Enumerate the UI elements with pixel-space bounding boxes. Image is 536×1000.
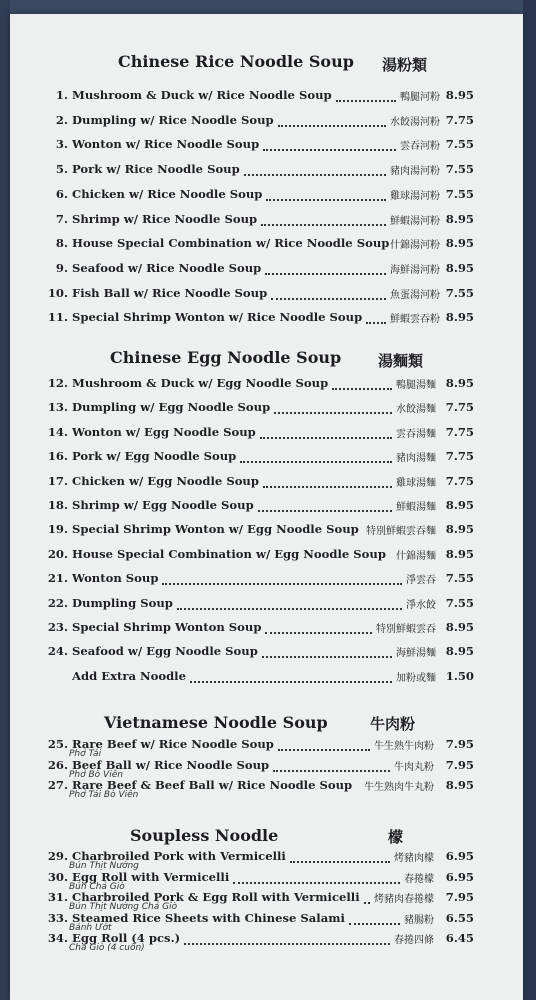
dotted-leader xyxy=(274,411,392,414)
menu-item xyxy=(46,869,474,892)
item-name: Special Shrimp Wonton w/ Rice Noodle Soup xyxy=(72,310,363,325)
item-chinese-name: 海鮮湯河粉 xyxy=(390,264,440,276)
dotted-leader xyxy=(177,607,402,610)
dotted-leader xyxy=(273,769,390,772)
dotted-leader xyxy=(278,124,386,127)
menu-item xyxy=(46,310,474,328)
item-name: Seafood w/ Egg Noodle Soup xyxy=(72,644,258,659)
item-price: 8.95 xyxy=(445,778,474,792)
section-title-chinese: 湯粉類 xyxy=(382,56,428,74)
item-name: Pork w/ Rice Noodle Soup xyxy=(72,162,240,177)
item-chinese-name: 豬肉湯麵 xyxy=(396,453,436,465)
item-vietnamese-name: Bún Thịt Nướng xyxy=(69,861,139,871)
item-chinese-name: 烤豬肉檬 xyxy=(394,853,434,864)
item-price: 7.95 xyxy=(445,890,474,904)
item-price: 8.95 xyxy=(445,236,474,251)
item-chinese-name: 雲吞湯麵 xyxy=(396,428,436,440)
item-name: Egg Roll with Vermicelli xyxy=(72,869,230,884)
item-chinese-name: 淨雲吞 xyxy=(406,575,436,587)
item-number: 18. xyxy=(47,498,68,512)
item-chinese-name: 雞球湯河粉 xyxy=(390,190,440,202)
item-number: 24. xyxy=(47,644,68,659)
menu-item xyxy=(46,113,474,131)
item-price: 8.95 xyxy=(445,546,474,561)
item-name: Special Shrimp Wonton Soup xyxy=(72,620,262,634)
item-name: Add Extra Noodle xyxy=(72,668,186,683)
item-price: 7.75 xyxy=(445,473,474,488)
item-name: Mushroom & Duck w/ Rice Noodle Soup xyxy=(72,88,332,102)
item-number: 23. xyxy=(47,620,68,634)
item-name: Chicken w/ Egg Noodle Soup xyxy=(72,473,259,488)
menu-item xyxy=(46,596,474,614)
item-chinese-name: 淨水餃 xyxy=(406,599,436,611)
item-name: Mushroom & Duck w/ Egg Noodle Soup xyxy=(72,376,329,390)
item-name: Pork w/ Egg Noodle Soup xyxy=(72,449,237,464)
item-chinese-name: 鮮蝦湯麵 xyxy=(396,502,436,513)
item-price: 7.75 xyxy=(445,424,474,439)
item-price: 7.75 xyxy=(445,449,474,464)
item-number: 22. xyxy=(47,595,68,610)
dotted-leader xyxy=(244,173,386,176)
item-name: Chicken w/ Rice Noodle Soup xyxy=(72,186,263,201)
item-name: Dumpling Soup xyxy=(72,595,173,610)
dotted-leader xyxy=(258,509,392,512)
item-price: 7.55 xyxy=(445,137,474,152)
item-chinese-name: 牛生熟肉牛丸粉 xyxy=(364,782,434,793)
menu-item xyxy=(46,620,474,638)
menu-item xyxy=(46,737,474,759)
item-chinese-name: 雲吞河粉 xyxy=(400,141,440,153)
dotted-leader xyxy=(332,387,392,390)
item-number: 1. xyxy=(55,88,68,102)
item-number: 25. xyxy=(47,737,68,751)
item-number: 29. xyxy=(47,849,68,863)
item-chinese-name: 鮮蝦雲吞粉 xyxy=(390,314,440,326)
item-price: 8.95 xyxy=(445,211,474,226)
item-chinese-name: 什錦湯河粉 xyxy=(390,240,440,252)
item-name: Beef Ball w/ Rice Noodle Soup xyxy=(72,757,270,772)
item-chinese-name: 鴨腿湯麵 xyxy=(396,380,436,391)
menu-item xyxy=(46,236,474,254)
dotted-leader xyxy=(184,942,390,945)
menu-item xyxy=(46,669,474,687)
section-title: Vietnamese Noodle Soup xyxy=(104,713,328,732)
item-price: 8.95 xyxy=(445,376,474,390)
item-name: Fish Ball w/ Rice Noodle Soup xyxy=(72,285,268,300)
item-price: 7.75 xyxy=(445,112,474,127)
dotted-leader xyxy=(233,881,400,884)
item-number: 14. xyxy=(47,424,68,439)
item-price: 8.95 xyxy=(445,620,474,634)
item-price: 6.55 xyxy=(445,910,474,925)
menu-item xyxy=(46,890,474,912)
item-number: 33. xyxy=(47,910,68,925)
section-title: Soupless Noodle xyxy=(130,826,279,845)
menu-item xyxy=(46,187,474,205)
item-number: 19. xyxy=(47,522,68,537)
item-name: Egg Roll (4 pcs.) xyxy=(72,931,181,945)
menu-item xyxy=(46,261,474,279)
item-name: Rare Beef w/ Rice Noodle Soup xyxy=(72,737,274,751)
menu-item xyxy=(46,522,474,540)
item-number: 31. xyxy=(47,890,68,904)
item-price: 7.55 xyxy=(445,162,474,177)
item-chinese-name: 牛生熟牛肉粉 xyxy=(374,741,434,752)
menu-item xyxy=(46,547,474,565)
item-price: 8.95 xyxy=(445,310,474,325)
menu-item xyxy=(46,376,474,394)
item-name: Rare Beef & Beef Ball w/ Rice Noodle Soup xyxy=(72,778,353,792)
item-name: Shrimp w/ Rice Noodle Soup xyxy=(72,211,258,226)
dotted-leader xyxy=(265,631,372,634)
item-vietnamese-name: Bánh Ướt xyxy=(69,922,112,933)
dotted-leader xyxy=(366,321,386,324)
item-price: 8.95 xyxy=(445,88,474,102)
item-number: 7. xyxy=(55,211,68,226)
item-name: Steamed Rice Sheets with Chinese Salami xyxy=(72,910,345,925)
dotted-leader xyxy=(290,860,390,863)
menu-item xyxy=(46,449,474,467)
dotted-leader xyxy=(162,582,402,585)
item-chinese-name: 加粉或麵 xyxy=(396,672,436,684)
item-number: 6. xyxy=(55,186,68,201)
item-number: 34. xyxy=(47,931,68,945)
item-price: 6.95 xyxy=(445,849,474,863)
dotted-leader xyxy=(349,922,400,925)
item-chinese-name: 鴨腿河粉 xyxy=(400,92,440,103)
item-chinese-name: 牛肉丸粉 xyxy=(394,761,434,773)
item-price: 7.55 xyxy=(445,571,474,586)
item-chinese-name: 春捲檬 xyxy=(404,873,434,885)
item-number: 3. xyxy=(55,137,68,152)
dotted-leader xyxy=(266,198,386,201)
item-number: 17. xyxy=(47,473,68,488)
item-price: 8.95 xyxy=(445,522,474,537)
item-price: 7.95 xyxy=(445,757,474,772)
item-vietnamese-name: Bún Chả Giò xyxy=(69,881,125,892)
item-number: 30. xyxy=(47,869,68,884)
dotted-leader xyxy=(263,485,392,488)
item-number: 9. xyxy=(55,260,68,275)
dotted-leader xyxy=(190,680,392,683)
item-price: 6.95 xyxy=(445,869,474,884)
menu-item xyxy=(46,474,474,492)
section-title: Chinese Egg Noodle Soup xyxy=(110,348,342,367)
item-name: Charbroiled Pork & Egg Roll with Vermicelli xyxy=(72,890,360,904)
item-vietnamese-name: Chả Giò (4 cuốn) xyxy=(69,943,145,953)
dotted-leader xyxy=(278,748,370,751)
item-price: 6.45 xyxy=(445,931,474,945)
background-right xyxy=(523,0,536,1000)
item-chinese-name: 雞球湯麵 xyxy=(396,477,436,489)
item-price: 7.75 xyxy=(445,400,474,415)
menu-item xyxy=(46,162,474,180)
background-left xyxy=(0,0,10,1000)
item-number: 11. xyxy=(47,310,68,325)
dotted-leader xyxy=(261,223,386,226)
menu-item xyxy=(46,778,474,800)
item-number: 2. xyxy=(55,112,68,127)
menu-item xyxy=(46,498,474,516)
item-number: 27. xyxy=(47,778,68,792)
item-name: House Special Combination w/ Rice Noodle Soup xyxy=(72,236,390,251)
item-name: Dumpling w/ Egg Noodle Soup xyxy=(72,400,271,415)
item-name: Wonton Soup xyxy=(72,571,159,586)
item-chinese-name: 豬肉湯河粉 xyxy=(390,166,440,178)
menu-item xyxy=(46,849,474,871)
dotted-leader xyxy=(263,148,396,151)
item-number: 16. xyxy=(47,449,68,464)
menu-item xyxy=(46,757,474,780)
section-title-chinese: 牛肉粉 xyxy=(370,715,416,733)
item-price: 1.50 xyxy=(445,668,474,683)
item-chinese-name: 水餃湯河粉 xyxy=(390,116,440,128)
menu-item xyxy=(46,286,474,304)
dotted-leader xyxy=(364,901,370,904)
dotted-leader xyxy=(271,297,386,300)
item-chinese-name: 鮮蝦湯河粉 xyxy=(390,215,440,227)
section-title: Chinese Rice Noodle Soup xyxy=(118,52,354,71)
item-price: 8.95 xyxy=(445,644,474,659)
menu-item xyxy=(46,931,474,953)
item-number: 26. xyxy=(47,757,68,772)
item-name: Wonton w/ Egg Noodle Soup xyxy=(72,424,256,439)
item-number: 8. xyxy=(55,236,68,251)
item-name: Dumpling w/ Rice Noodle Soup xyxy=(72,112,274,127)
item-price: 7.95 xyxy=(445,737,474,751)
item-chinese-name: 海鮮湯麵 xyxy=(396,648,436,660)
item-chinese-name: 魚蛋湯河粉 xyxy=(390,289,440,301)
menu-item xyxy=(46,137,474,155)
item-chinese-name: 春捲四條 xyxy=(394,935,434,946)
item-price: 7.55 xyxy=(445,186,474,201)
item-price: 8.95 xyxy=(445,498,474,512)
item-price: 7.55 xyxy=(445,595,474,610)
item-vietnamese-name: Phở Tái Bò Viên xyxy=(69,790,139,800)
menu-item xyxy=(46,400,474,418)
item-chinese-name: 特別鮮蝦雲吞 xyxy=(376,624,436,635)
section-title-chinese: 湯麵類 xyxy=(378,352,424,370)
item-name: Special Shrimp Wonton w/ Egg Noodle Soup xyxy=(72,522,359,537)
menu-item xyxy=(46,644,474,662)
menu-item xyxy=(46,212,474,230)
item-number: 13. xyxy=(47,400,68,415)
item-chinese-name: 豬腸粉 xyxy=(404,914,434,926)
menu-item xyxy=(46,88,474,106)
menu-item xyxy=(46,425,474,443)
item-number: 20. xyxy=(47,546,68,561)
item-number: 21. xyxy=(47,571,68,586)
section-title-chinese: 檬 xyxy=(388,828,404,846)
menu-item xyxy=(46,571,474,589)
item-vietnamese-name: Phở Tái xyxy=(69,749,102,759)
item-price: 7.55 xyxy=(445,285,474,300)
item-price: 8.95 xyxy=(445,260,474,275)
item-chinese-name: 特別鮮蝦雲吞麵 xyxy=(366,526,436,538)
item-name: House Special Combination w/ Egg Noodle Soup xyxy=(72,546,386,561)
item-vietnamese-name: Phở Bò Viên xyxy=(69,769,123,780)
item-name: Seafood w/ Rice Noodle Soup xyxy=(72,260,262,275)
item-chinese-name: 烤豬肉春捲檬 xyxy=(374,894,434,905)
item-number: 12. xyxy=(47,376,68,390)
dotted-leader xyxy=(336,99,396,102)
item-chinese-name: 水餃湯麵 xyxy=(396,404,436,416)
item-number: 5. xyxy=(55,162,68,177)
menu-item xyxy=(46,910,474,933)
item-number: 10. xyxy=(47,285,68,300)
item-name: Wonton w/ Rice Noodle Soup xyxy=(72,137,260,152)
item-name: Shrimp w/ Egg Noodle Soup xyxy=(72,498,254,512)
dotted-leader xyxy=(260,436,392,439)
dotted-leader xyxy=(240,460,392,463)
item-chinese-name: 什錦湯麵 xyxy=(396,550,436,562)
item-vietnamese-name: Bún Thịt Nướng Chả Giò xyxy=(69,902,178,912)
item-name: Charbroiled Pork with Vermicelli xyxy=(72,849,286,863)
dotted-leader xyxy=(265,272,386,275)
dotted-leader xyxy=(262,655,392,658)
